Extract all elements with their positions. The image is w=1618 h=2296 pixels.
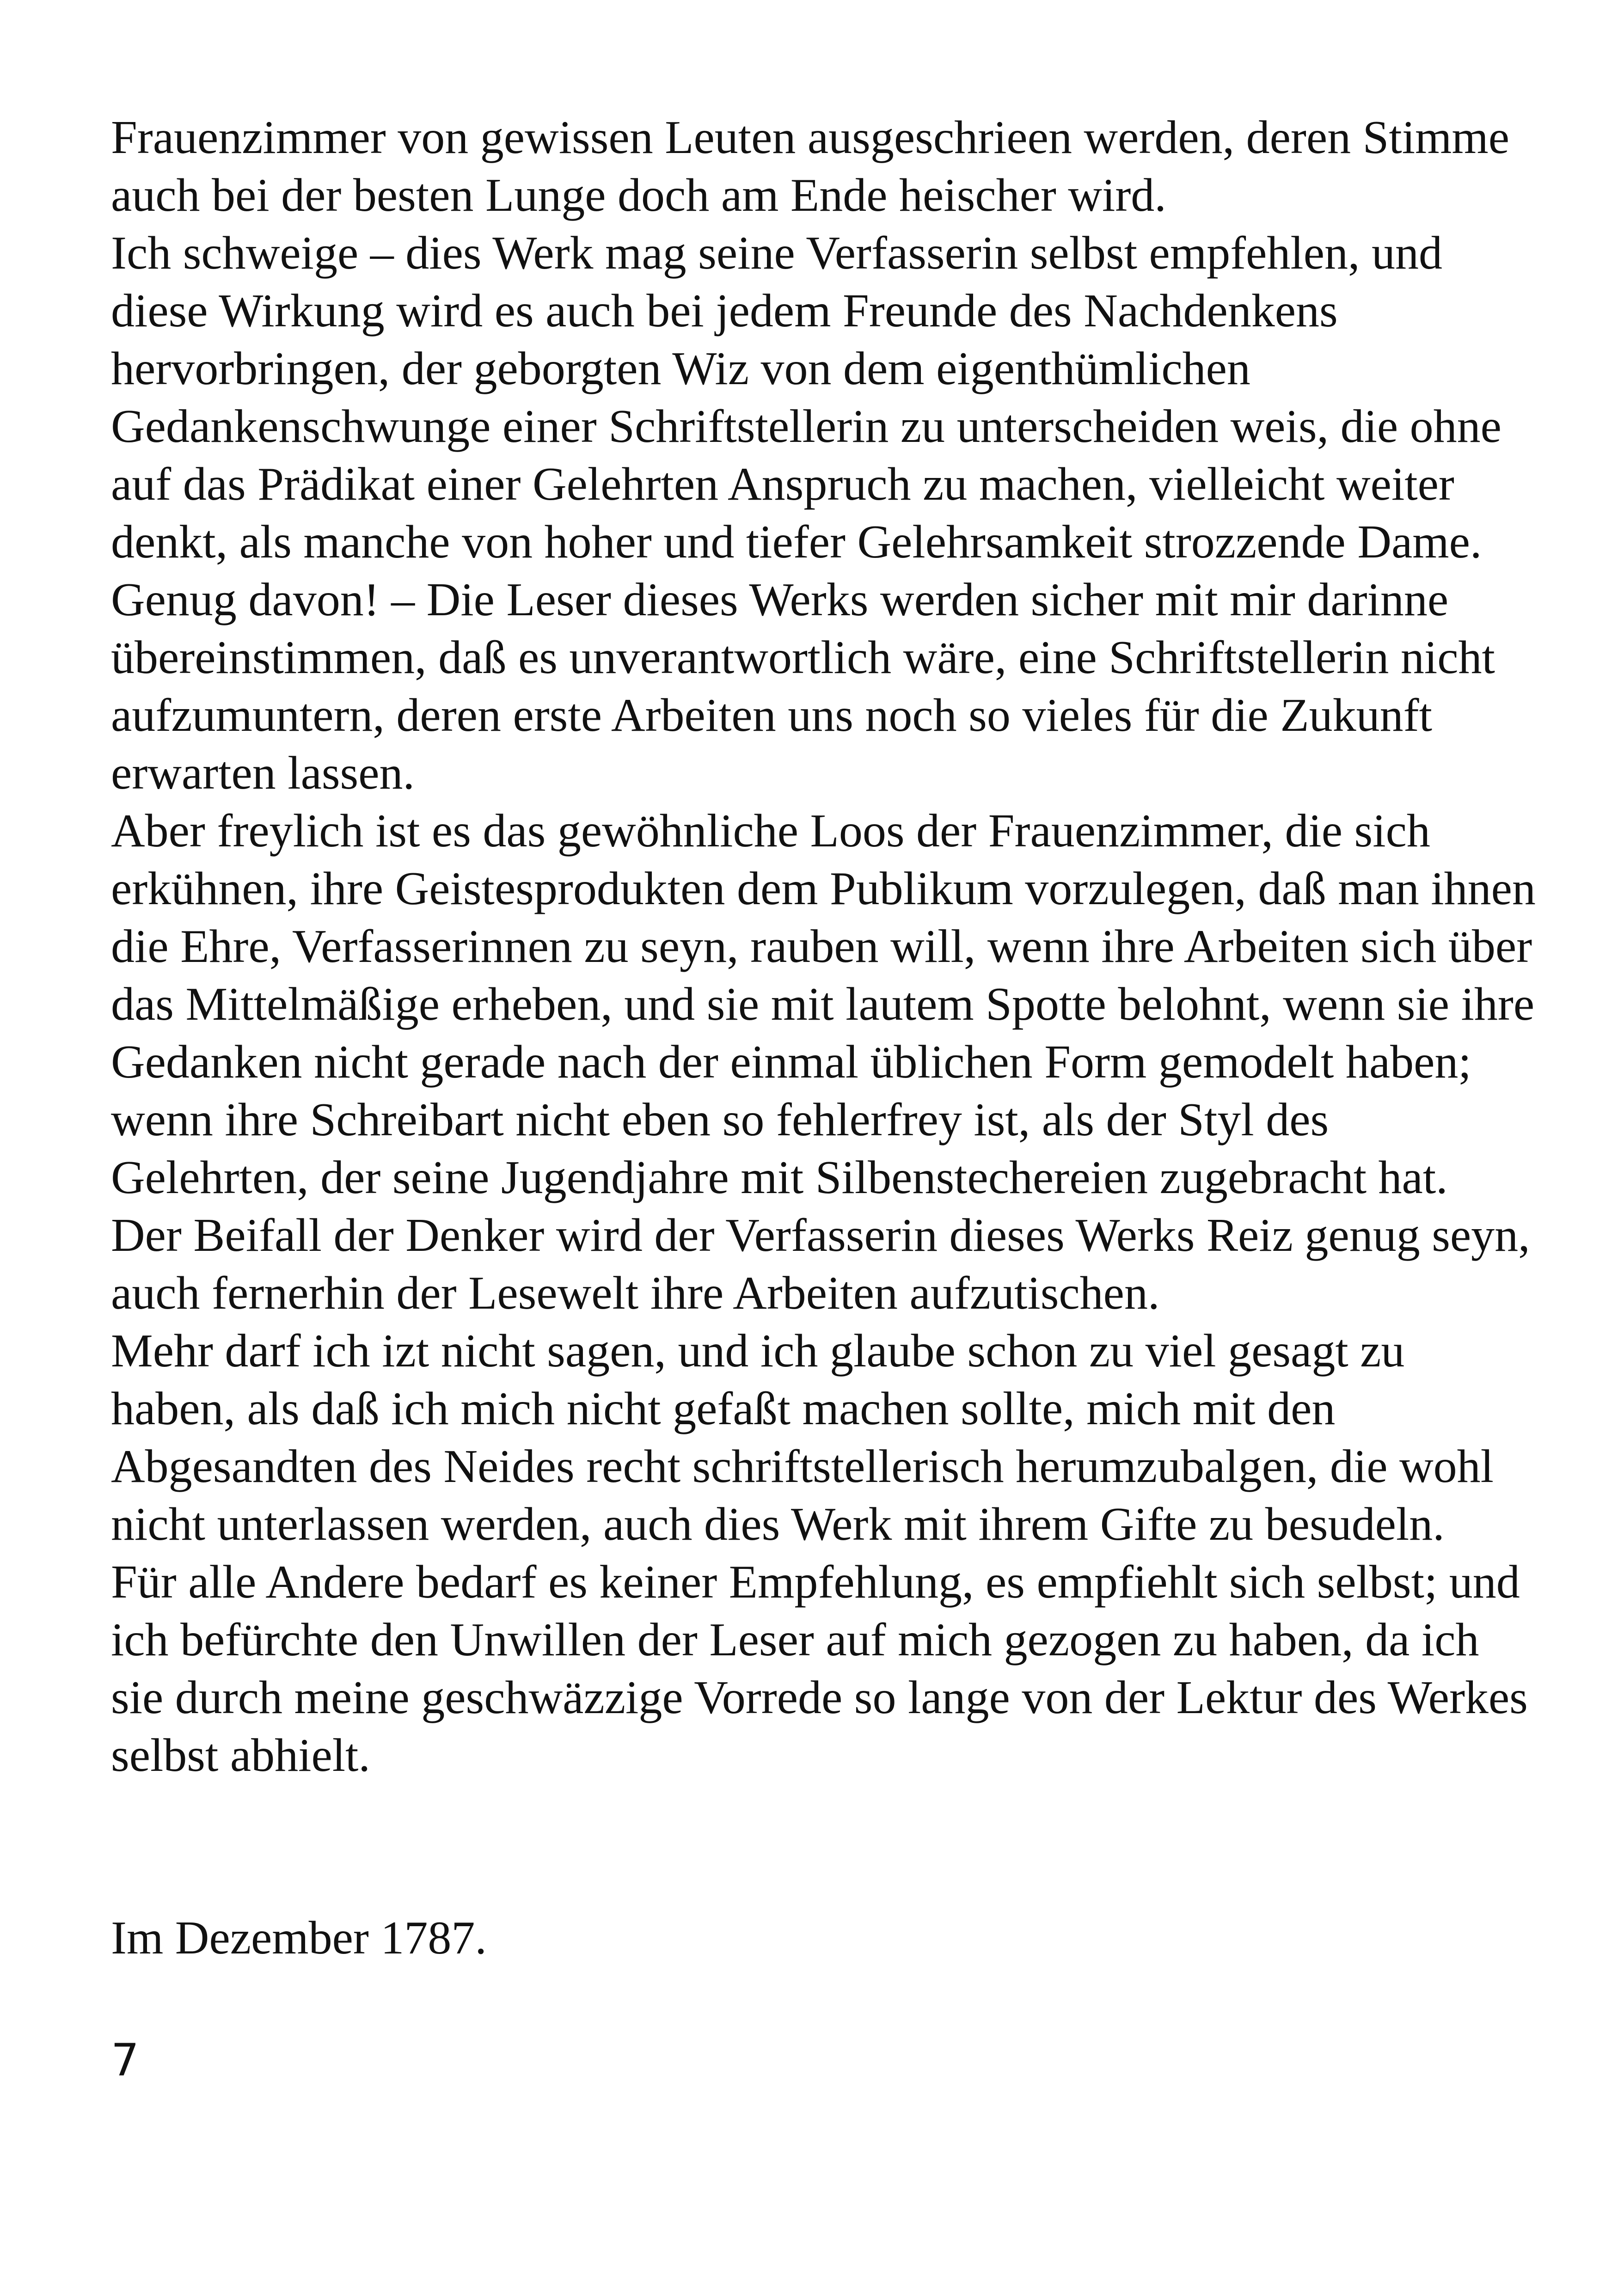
text-line: Genug davon! – Die Leser dieses Werks werden sicher mit mir darinne	[111, 574, 1449, 626]
body-text	[111, 109, 1544, 1784]
text-line: Gedankenschwunge einer Schriftstellerin zu unterscheiden weis, die ohne	[111, 400, 1502, 453]
text-line: Der Beifall der Denker wird der Verfasserin dieses Werks Reiz genug seyn,	[111, 1209, 1530, 1261]
text-line: übereinstimmen, daß es unverantwortlich wäre, eine Schriftstellerin nicht	[111, 631, 1495, 684]
text-line: Gedanken nicht gerade nach der einmal üblichen Form gemodelt haben;	[111, 1036, 1471, 1088]
text-line: auch bei der besten Lunge doch am Ende heischer wird.	[111, 169, 1166, 221]
text-line: auf das Prädikat einer Gelehrten Anspruch zu machen, vielleicht weiter	[111, 458, 1454, 510]
text-line: Aber freylich ist es das gewöhnliche Loos der Frauenzimmer, die sich	[111, 805, 1430, 857]
text-line: wenn ihre Schreibart nicht eben so fehlerfrey ist, als der Styl des	[111, 1094, 1329, 1146]
text-line: denkt, als manche von hoher und tiefer Gelehrsamkeit strozzende Dame.	[111, 516, 1482, 568]
text-line: Abgesandten des Neides recht schriftstellerisch herumzubalgen, die wohl	[111, 1440, 1494, 1493]
text-line: die Ehre, Verfasserinnen zu seyn, rauben will, wenn ihre Arbeiten sich über	[111, 920, 1532, 973]
text-line: aufzumuntern, deren erste Arbeiten uns noch so vieles für die Zukunft	[111, 689, 1432, 741]
text-line: erwarten lassen.	[111, 747, 415, 799]
text-line: nicht unterlassen werden, auch dies Werk mit ihrem Gifte zu besudeln.	[111, 1498, 1445, 1550]
page-number: 7	[111, 2034, 140, 2086]
text-line: sie durch meine geschwäzzige Vorrede so lange von der Lektur des Werkes	[111, 1671, 1528, 1724]
text-line: ich befürchte den Unwillen der Leser auf mich gezogen zu haben, da ich	[111, 1614, 1479, 1666]
text-line: das Mittelmäßige erheben, und sie mit lautem Spotte belohnt, wenn sie ihre	[111, 978, 1535, 1030]
text-line: Gelehrten, der seine Jugendjahre mit Silbenstechereien zugebracht hat.	[111, 1151, 1448, 1204]
text-line: Ich schweige – dies Werk mag seine Verfasserin selbst empfehlen, und	[111, 227, 1443, 279]
text-line: selbst abhielt.	[111, 1729, 370, 1782]
text-line: erkühnen, ihre Geistesprodukten dem Publikum vorzulegen, daß man ihnen	[111, 863, 1536, 915]
closing-date: Im Dezember 1787.	[111, 1912, 487, 1964]
text-line: Für alle Andere bedarf es keiner Empfehlung, es empfiehlt sich selbst; und	[111, 1556, 1520, 1608]
text-line: diese Wirkung wird es auch bei jedem Freunde des Nachdenkens	[111, 285, 1338, 337]
text-line: haben, als daß ich mich nicht gefaßt machen sollte, mich mit den	[111, 1383, 1336, 1435]
text-line: Mehr darf ich izt nicht sagen, und ich glaube schon zu viel gesagt zu	[111, 1325, 1405, 1377]
text-line: auch fernerhin der Lesewelt ihre Arbeiten aufzutischen.	[111, 1267, 1160, 1319]
text-line: hervorbringen, der geborgten Wiz von dem eigenthümlichen	[111, 343, 1250, 395]
text-line: Frauenzimmer von gewissen Leuten ausgeschrieen werden, deren Stimme	[111, 111, 1509, 164]
